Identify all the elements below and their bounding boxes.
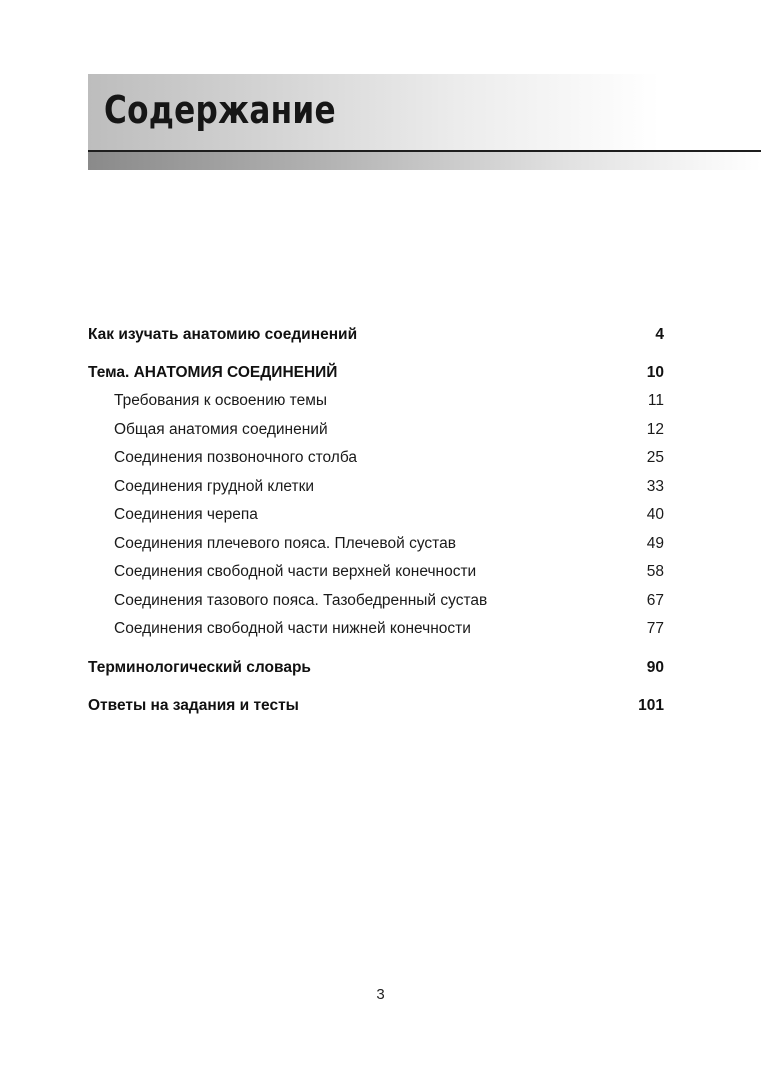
page-title: Содержание: [104, 88, 336, 132]
toc-subentry-title: Соединения позвоночного столба: [114, 449, 357, 466]
toc-entry-page: 90: [646, 659, 664, 676]
toc-subentry[interactable]: [88, 558, 664, 587]
toc-subentry-title: Соединения черепа: [114, 506, 258, 523]
toc-entry-page: 10: [646, 364, 664, 381]
toc-subentry[interactable]: [88, 501, 664, 530]
toc-entry-topic[interactable]: [88, 358, 664, 387]
toc-subentry-title: Соединения свободной части нижней конечности: [114, 620, 471, 637]
toc-subentry-page: 11: [647, 392, 664, 409]
toc-entry-page: 101: [638, 697, 664, 714]
header-shadow-band: [88, 152, 761, 170]
toc-subentry[interactable]: [88, 530, 664, 559]
toc-entry-title: Ответы на задания и тесты: [88, 697, 299, 714]
toc-entry-answers[interactable]: [88, 691, 664, 729]
toc-entry-title: Как изучать анатомию соединений: [88, 326, 358, 343]
toc-entry-title: Терминологический словарь: [88, 659, 311, 676]
page-number: 3: [376, 986, 385, 1003]
toc-subentry-title: Соединения тазового пояса. Тазобедренный сустав: [114, 591, 488, 609]
toc-subentry-title: Соединения плечевого пояса. Плечевой сустав: [114, 534, 456, 552]
toc-subentry-page: 40: [646, 506, 664, 523]
toc-entry-title: Тема. АНАТОМИЯ СОЕДИНЕНИЙ: [88, 364, 338, 381]
toc-entry-glossary[interactable]: [88, 653, 664, 691]
toc-subentry-page: 67: [646, 591, 664, 609]
toc-subentry-title: Общая анатомия соединений: [114, 420, 328, 438]
table-of-contents: [88, 320, 664, 729]
toc-subentry-page: 49: [646, 534, 664, 552]
toc-entry-intro[interactable]: [88, 320, 664, 358]
toc-subentry-page: 33: [646, 477, 664, 495]
toc-entry-page: 4: [655, 326, 664, 343]
toc-subentry[interactable]: [88, 615, 664, 653]
toc-subentry-page: 77: [646, 620, 664, 637]
toc-subentry-title: Соединения грудной клетки: [114, 477, 315, 495]
toc-subentry-page: 12: [646, 420, 664, 438]
toc-subentry-title: Соединения свободной части верхней конечности: [114, 563, 477, 580]
toc-subentry-page: 58: [646, 563, 664, 580]
toc-subentry-title: Требования к освоению темы: [114, 392, 328, 409]
toc-subentry[interactable]: [88, 473, 664, 502]
toc-subentry-page: 25: [646, 449, 664, 466]
toc-subentry[interactable]: [88, 444, 664, 473]
toc-subentry[interactable]: [88, 416, 664, 445]
toc-subentry[interactable]: [88, 387, 664, 416]
toc-subentry[interactable]: [88, 587, 664, 616]
